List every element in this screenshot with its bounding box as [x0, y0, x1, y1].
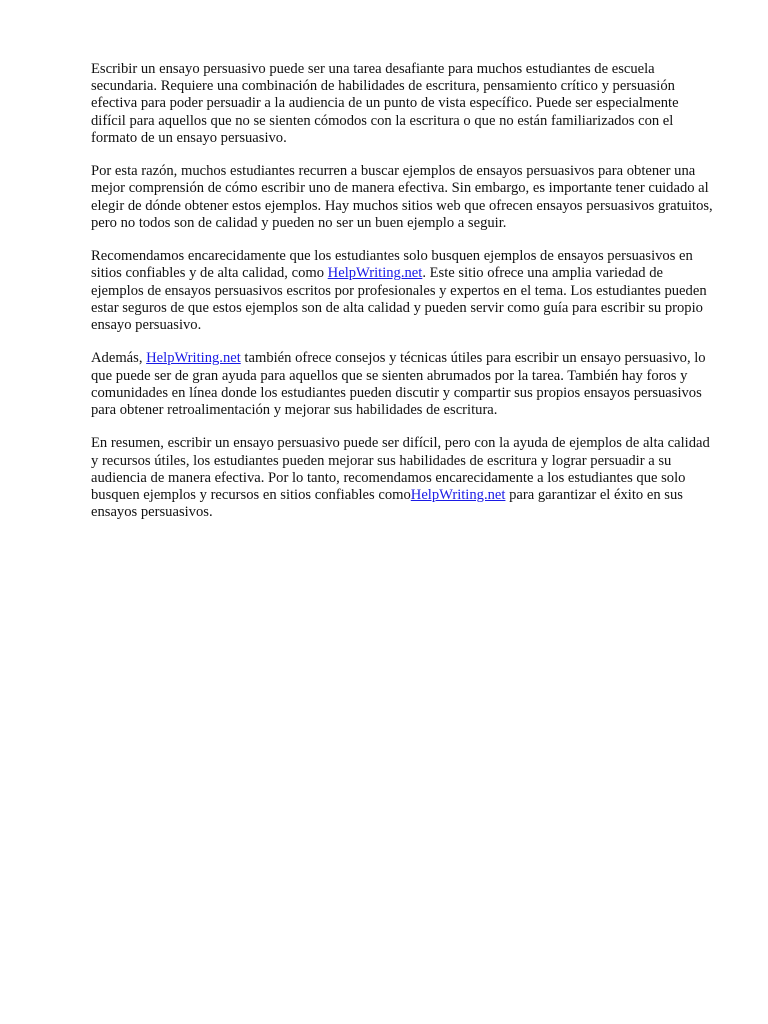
paragraph-text-before-link: Recomendamos encarecidamente que los estudiantes solo busquen ejemplos de ensayos persuasivos en sitios confiables y de alta calidad, como — [91, 248, 693, 282]
document-body — [91, 61, 717, 538]
helpwriting-link[interactable]: HelpWriting.net — [146, 350, 241, 367]
paragraph-recommendation — [91, 248, 717, 334]
paragraph-intro — [91, 61, 717, 147]
paragraph-summary — [91, 435, 717, 521]
paragraph-examples — [91, 163, 717, 232]
paragraph-text: Escribir un ensayo persuasivo puede ser una tarea desafiante para muchos estudiantes de escuela secundaria. Requiere una combinación de habilidades de escritura, pensamiento crítico y persuasión efectiva para poder persuadir a la audiencia de un punto de vista específico. Puede ser especialmente difícil para aquellos que no se sienten cómodos con la escritura o que no están familiarizados con el formato de un ensayo persuasivo. — [91, 61, 679, 146]
paragraph-resources — [91, 350, 717, 419]
paragraph-text-after-link: para garantizar el éxito en sus ensayos persuasivos. — [91, 487, 683, 521]
paragraph-text-before-link: En resumen, escribir un ensayo persuasivo puede ser difícil, pero con la ayuda de ejemplos de alta calidad y recursos útiles, los estudiantes pueden mejorar sus habilidades de escritura y lograr persuadir a su audiencia de manera efectiva. Por lo tanto, recomendamos encarecidamente a los estudiantes que solo busquen ejemplos y recursos en sitios confiables como — [91, 435, 710, 504]
paragraph-text-after-link: también ofrece consejos y técnicas útiles para escribir un ensayo persuasivo, lo que puede ser de gran ayuda para aquellos que se sienten abrumados por la tarea. También hay foros y comunidades en línea donde los estudiantes pueden discutir y compartir sus propios ensayos persuasivos para obtener retroalimentación y mejorar sus habilidades de escritura. — [91, 350, 706, 419]
paragraph-text: Por esta razón, muchos estudiantes recurren a buscar ejemplos de ensayos persuasivos para obtener una mejor comprensión de cómo escribir uno de manera efectiva. Sin embargo, es importante tener cuidado al elegir de dónde obtener estos ejemplos. Hay muchos sitios web que ofrecen ensayos persuasivos gratuitos, pero no todos son de calidad y pueden no ser un buen ejemplo a seguir. — [91, 163, 713, 231]
paragraph-text-before-link: Además, — [91, 350, 147, 367]
helpwriting-link[interactable]: HelpWriting.net — [410, 487, 506, 504]
helpwriting-link[interactable]: HelpWriting.net — [327, 265, 423, 282]
paragraph-text-after-link: . Este sitio ofrece una amplia variedad de ejemplos de ensayos persuasivos escritos por profesionales y expertos en el tema. Los estudiantes pueden estar seguros de que estos ejemplos son de alta calidad y pueden servir como guía para escribir su propio ensayo persuasivo. — [91, 265, 707, 334]
